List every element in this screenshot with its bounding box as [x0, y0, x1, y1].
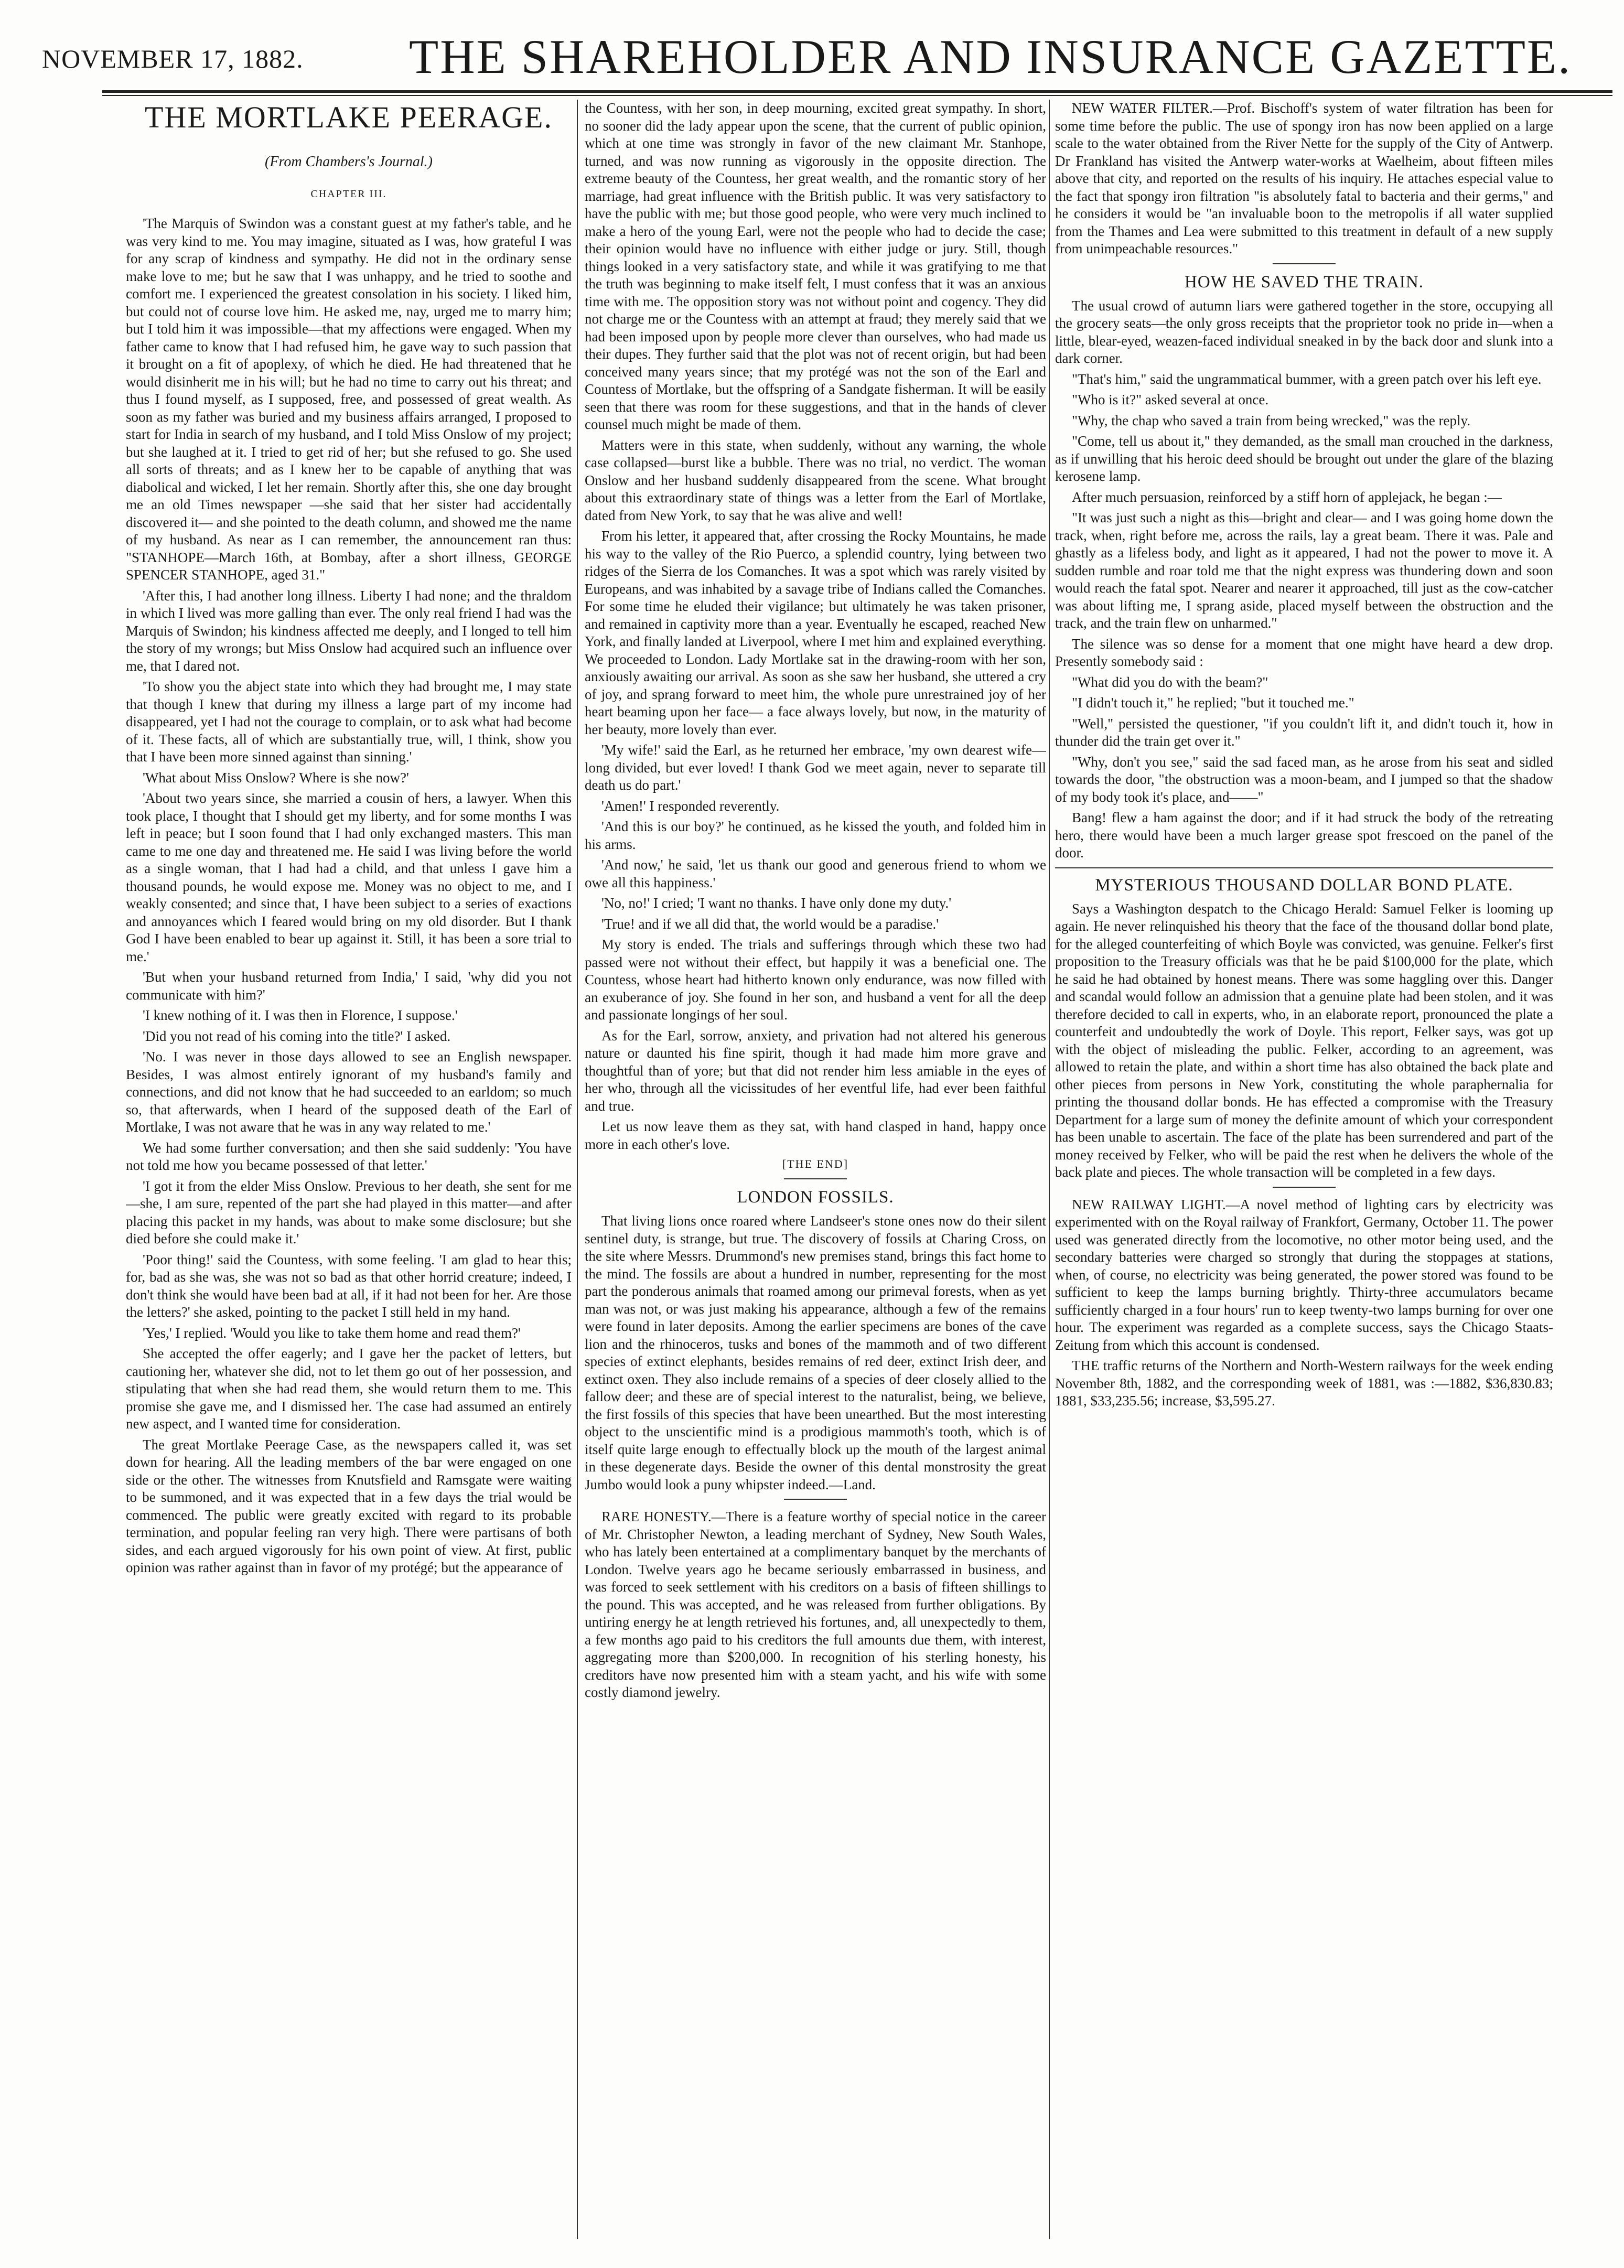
- section-divider: [1273, 1187, 1336, 1188]
- paragraph: Matters were in this state, when suddenly, without any warning, the whole case collapsed—burst like a bubble. There was no trial, no verdict. The woman Onslow and her husband suddenly disappeared from the scene. What brought about this extraordinary state of things was a letter from the Earl of Mortlake, dated from New York, to say that he was alive and well!: [585, 437, 1046, 523]
- paragraph: "Well," persisted the questioner, "if you couldn't lift it, and didn't touch it, how in thunder did the train get over it.": [1055, 715, 1553, 749]
- masthead: [42, 29, 1584, 84]
- paragraph: 'After this, I had another long illness. Liberty I had none; and the thraldom in which I lived was more galling than ever. The only real friend I had was the Marquis of Swindon; his kindness affected me deeply, and I longed to tell him the story of my wrongs; but Miss Onslow had acquired such an influence over me, that I dared not.: [126, 587, 572, 674]
- chapter-heading: CHAPTER III.: [310, 188, 387, 200]
- paragraph: Bang! flew a ham against the door; and if it had struck the body of the retreating hero, there would have been a much larger grease spot frescoed on the panel of the door.: [1055, 810, 1553, 861]
- lead-in: NEW WATER FILTER.: [1072, 100, 1213, 116]
- paragraph: 'Amen!' I responded reverently.: [601, 798, 780, 814]
- newspaper-title: THE SHAREHOLDER AND INSURANCE GAZETTE.: [409, 30, 1572, 83]
- paragraph: 'My wife!' said the Earl, as he returned her embrace, 'my own dearest wife—long divided, but ever loved! I thank God we meet again, never to separate till death us do part.': [585, 742, 1046, 793]
- paragraph: She accepted the offer eagerly; and I gave her the packet of letters, but cautioning her, whatever she did, not to let them go out of her possession, and stipulating that when she had read them, she would return them to me. This promise she gave me, and I dismissed her. The case had assumed an entirely new aspect, and I wanted time for consideration.: [126, 1346, 572, 1432]
- paragraph: 'To show you the abject state into which they had brought me, I may state that though I knew that during my illness a large part of my income had disappeared, yet I had not the courage to complain, or to ask what had become of it. These facts, all of which are substantially true, will, I think, show you that I have been more sinned against than sinning.': [126, 679, 572, 765]
- paragraph: 'Yes,' I replied. 'Would you like to take them home and read them?': [143, 1325, 521, 1341]
- paragraph: The great Mortlake Peerage Case, as the newspapers called it, was set down for hearing. All the leading members of the bar were engaged on one side or the other. The witnesses from Knutsfield and Ramsgate were waiting to be summoned, and it was expected that in a few days the trial would be commenced. The public were greatly excited with regard to its probable termination, and popular feeling ran very high. There were partisans of both sides, and each argued vigorously for his own point of view. At first, public opinion was rather against than in favor of my protégé; but the appearance of: [126, 1436, 572, 1575]
- section-divider: [784, 1499, 847, 1500]
- paragraph: That living lions once roared where Landseer's stone ones now do their silent sentinel duty, is strange, but true. The discovery of fossils at Charing Cross, on the site where Messrs. Drummond's new premises stand, brings this fact home to the mind. The fossils are about a hundred in number, representing for the most part the ponderous animals that roamed among our primeval forests, when as yet man was not, or was just making his appearance, although a few of the remains were found in later deposits. Among the earlier specimens are bones of the cave lion and the rhinoceros, tusks and bones of the mammoth and of two different species of extinct elephants, besides remains of red deer, extinct Irish deer, and extinct oxen. They also include remains of a species of deer closely allied to the fallow deer; and these are of special interest to the naturalist, being, we believe, the first fossils of this species that have been unearthed. But the most interesting object to the unscientific mind is a prodigious mammoth's tooth, which is of itself quite large enough to effectually block up the mouth of the largest animal in these degenerate days. Beside the owner of this dental monstrosity the great Jumbo would look a puny whipster indeed.—Land.: [585, 1213, 1046, 1492]
- column-1: [126, 100, 572, 2239]
- section-title: MYSTERIOUS THOUSAND DOLLAR BOND PLATE.: [1095, 875, 1513, 895]
- section-rule: [1055, 867, 1553, 868]
- paragraph: "It was just such a night as this—bright and clear— and I was going home down the track, when, right before me, across the rails, lay a great beam. There it was. Pale and ghastly as a lifeless body, and light as it appeared, I had not the power to move it. A sudden rumble and roar told me that the night express was thundering down and soon would reach the fatal spot. Nearer and nearer it approached, till just as the cow-catcher was about lifting me, I sprang aside, placed myself between the obstruction and the track, and the train flew on unharmed.": [1055, 510, 1553, 631]
- paragraph: 'True! and if we all did that, the world would be a paradise.': [601, 916, 939, 932]
- paragraph: 'What about Miss Onslow? Where is she now?': [143, 769, 409, 786]
- lead-in: NEW RAILWAY LIGHT.: [1072, 1196, 1226, 1212]
- paragraph: "Why, don't you see," said the sad faced man, as he arose from his seat and sidled towards the door, "the obstruction was a moon-beam, and I jumped so that the shadow of my body took it's place, and——": [1055, 754, 1553, 805]
- section-title: LONDON FOSSILS.: [737, 1188, 894, 1207]
- paragraph: 'Did you not read of his coming into the title?' I asked.: [143, 1028, 451, 1044]
- paragraph: My story is ended. The trials and sufferings through which these two had passed were not without their effect, but happily it was a beneficial one. The Countess, whose heart had hitherto known only endurance, was now filled with an exuberance of joy. She found in her son, and husband a vent for all the deep and passionate longings of her soul.: [585, 937, 1046, 1023]
- masthead-rule-thin: [102, 95, 1612, 96]
- paragraph: Says a Washington despatch to the Chicago Herald: Samuel Felker is looming up again. He never relinquished his theory that the face of the thousand dollar bond plate, for the alleged counterfeiting of which Boyle was convicted, was genuine. Felker's first proposition to the Treasury officials was that he be paid $100,000 for the plate, which he said he had obtained by honest means. There was some haggling over this. Danger and scandal would follow an admission that a genuine plate had been stolen, and it was therefore decided to call in experts, who, in an elaborate report, pronounced the plate a counterfeit and undoubtedly the work of Doyle. This report, Felker says, was got up with the object of misleading the public. Felker, according to an agreement, was allowed to retain the plate, and within a short time has also obtained the back plate and other pieces from persons in New York, constituting the whole paraphernalia for printing the thousand dollar bonds. He has effected a compromise with the Treasury Department for a large sum of money the definite amount of which your correspondent has been unable to ascertain. The face of the plate has been surrendered and part of the money received by Felker, who will be paid the rest when he delivers the whole of the back plate and pieces. The whole transaction will be completed in a few days.: [1055, 900, 1553, 1180]
- paragraph-traffic: THE traffic returns of the Northern and North-Western railways for the week ending November 8th, 1882, and the corresponding week of 1881, was :—1882, $36,830.83; 1881, $33,235.56; increase, $3,595.27.: [1055, 1358, 1553, 1409]
- article-source: (From Chambers's Journal.): [265, 154, 433, 170]
- paragraph: The silence was so dense for a moment that one might have heard a dew drop. Presently somebody said :: [1055, 636, 1553, 669]
- paragraph: "That's him," said the ungrammatical bummer, with a green patch over his left eye.: [1072, 371, 1542, 387]
- column-3: [1055, 100, 1553, 2239]
- paragraph: the Countess, with her son, in deep mourning, excited great sympathy. In short, no sooner did the lady appear upon the scene, that the current of public opinion, which at one time was strongly in favor of the new claimant Mr. Stanhope, turned, and was now running as vigorously in the opposite direction. The extreme beauty of the Countess, her great wealth, and the romantic story of her marriage, had great influence with the British public. It was very satisfactory to have the public with me; but those good people, who were very much inclined to make a hero of the young Earl, were not the people who had to decide the case; their opinion would have no influence with either judge or jury. Still, though things looked in a very satisfactory state, and while it was gratifying to me that the truth was beginning to make itself felt, I must confess that it was an anxious time with me. The opposition story was not without point and cogency. They did not charge me or the Countess with an attempt at fraud; they merely said that we had been imposed upon by people more clever than ourselves, who had made us their dupes. They further said that the plot was not of recent origin, but had been conceived many years since; that my protégé was not the son of the Earl and Countess of Mortlake, but the offspring of a Sandgate fisherman. It will be easily seen that there was room for these suggestions, and that in the hands of clever counsel much might be made of them.: [585, 100, 1046, 432]
- column-divider: [1049, 100, 1050, 2239]
- paragraph: "I didn't touch it," he replied; "but it touched me.": [1072, 695, 1354, 711]
- paragraph: The usual crowd of autumn liars were gathered together in the store, occupying all the grocery seats—the only gross receipts that the proprietor took no pride in—when a little, blear-eyed, weazen-faced individual sneaked in by the back door and slunk into a dark corner.: [1055, 297, 1553, 366]
- paragraph: "Who is it?" asked several at once.: [1072, 392, 1269, 407]
- paragraph: 'And this is our boy?' he continued, as he kissed the youth, and folded him in his arms.: [585, 819, 1046, 852]
- column-divider: [577, 100, 578, 2239]
- paragraph: 'About two years since, she married a cousin of hers, a lawyer. When this took place, I thought that I should get my liberty, and for some months I was left in peace; but I soon found that I had only exchanged masters. This man came to me one day and threatened me. He said I was living before the world as a single woman, that I had had a child, and that unless I gave him a thousand pounds, he would expose me. Money was no object to me, and I weakly consented; and since that, I have been subject to a series of exactions and annoyances which I feared would bring on my old disorder. But I thank God I have been enabled to bear up against it. Still, it has been a sore trial to me.': [126, 790, 572, 964]
- section-divider: [784, 1178, 847, 1179]
- end-mark: [THE END]: [782, 1157, 849, 1170]
- paragraph-water-filter: [1055, 100, 1553, 258]
- paragraph: 'No. I was never in those days allowed to see an English newspaper. Besides, I was almost entirely ignorant of my husband's family and connections, and did not know that he had succeeded to an earldom; so much so, that afterwards, when I heard of the supposed death of the Earl of Mortlake, I was not aware that he was in any way related to me.': [126, 1049, 572, 1135]
- masthead-rule: [102, 90, 1612, 93]
- paragraph: "Why, the chap who saved a train from being wrecked," was the reply.: [1072, 412, 1471, 428]
- paragraph: From his letter, it appeared that, after crossing the Rocky Mountains, he made his way to the valley of the Rio Puerco, a splendid country, lying between two ridges of the Sierra de los Comanches. It was a spot which was rarely visited by Europeans, and was inhabited by a savage tribe of Indians called the Comanches. For some time he eluded their vigilance; but ultimately he was taken prisoner, and remained in captivity more than a year. Eventually he escaped, reached New York, and finally landed at Liverpool, where I met him and explained everything. We proceeded to London. Lady Mortlake sat in the drawing-room with her son, anxiously awaiting our arrival. As soon as she saw her husband, she uttered a cry of joy, and sprang forward to meet him, the whole pure unrestrained joy of her heart beaming upon her face— a face always lovely, but now, in the maturity of her beauty, more lovely than ever.: [585, 528, 1046, 737]
- paragraph: 'Poor thing!' said the Countess, with some feeling. 'I am glad to hear this; for, bad as she was, she was not so bad as that other horrid creature; indeed, I don't think she would have been bad at all, if it had not been for her. Are those the letters?' she asked, pointing to the packet I still held in my hand.: [126, 1251, 572, 1320]
- paragraph: We had some further conversation; and then she said suddenly: 'You have not told me how you became possessed of that letter.': [126, 1140, 572, 1173]
- paragraph: 'But when your husband returned from India,' I said, 'why did you not communicate with him?': [126, 969, 572, 1003]
- paragraph: 'No, no!' I cried; 'I want no thanks. I have only done my duty.': [601, 895, 952, 911]
- lead-body: —A novel method of lighting cars by electricity was experimented with on the Royal railway of Frankfort, Germany, October 11. The power used was generated directly from the locomotive, no other motor being used, and the secondary batteries were charged so strongly that during the stoppages at stations, when, of course, no electricity was being generated, the power stored was found to be sufficient to keep the lamps burning brightly. Thirty-three accumulators became sufficiently charged in a four hours' run to keep twenty-two lamps burning for over one hour. The experiment was regarded as a complete success, says the Chicago Staats-Zeitung from which this account is condensed.: [1055, 1196, 1553, 1353]
- paragraph: "What did you do with the beam?": [1072, 674, 1268, 690]
- lead-in: RARE HONESTY.: [601, 1509, 712, 1524]
- paragraph-rare-honesty: [585, 1508, 1046, 1702]
- section-divider: [1273, 263, 1336, 264]
- paragraph: As for the Earl, sorrow, anxiety, and privation had not altered his generous nature or daunted his fine spirit, though it had made him more grave and thoughtful than of yore; but that did not render him less amiable in the eyes of her who, through all the vicissitudes of her eventful life, had ever been faithful and true.: [585, 1027, 1046, 1114]
- paragraph: 'I knew nothing of it. I was then in Florence, I suppose.': [143, 1007, 458, 1023]
- paragraph: Let us now leave them as they sat, with hand clasped in hand, happy once more in each other's love.: [585, 1119, 1046, 1152]
- issue-date: NOVEMBER 17, 1882.: [42, 44, 304, 73]
- paragraph: "Come, tell us about it," they demanded, as the small man crouched in the darkness, as if unwilling that his heroic deed should be brought out under the glare of the blazing kerosene lamp.: [1055, 433, 1553, 484]
- paragraph: After much persuasion, reinforced by a stiff horn of applejack, he began :—: [1072, 489, 1502, 505]
- paragraph: 'And now,' he said, 'let us thank our good and generous friend to whom we owe all this happiness.': [585, 857, 1046, 890]
- article-title: THE MORTLAKE PEERAGE.: [145, 100, 553, 134]
- section-title: HOW HE SAVED THE TRAIN.: [1185, 272, 1424, 292]
- paragraph-railway-light: [1055, 1196, 1553, 1355]
- paragraph: 'The Marquis of Swindon was a constant guest at my father's table, and he was very kind to me. You may imagine, situated as I was, how grateful I was for any scrap of kindness and sympathy. He did not in the ordinary sense make love to me; but he saw that I was unhappy, and he tried to soothe and comfort me. I experienced the greatest consolation in his society. I liked him, but could not of course love him. He asked me, nay, urged me to marry him; but I told him it was impossible—that my affections were engaged. When my father came to know that I had refused him, he gave way to such passion that it brought on a fit of apoplexy, of which he died. He had threatened that he would disinherit me in his will; but he had no time to carry out his threat; and thus I found myself, as I supposed, free, and possessed of great wealth. As soon as my father was buried and my business affairs arranged, I proposed to start for India in search of my husband, and I told Miss Onslow of my project; but she laughed at it. I tried to get rid of her; but she refused to go. She used all sorts of threats; and as I knew her to be capable of anything that was diabolical and wicked, I let her remain. Shortly after this, she one day brought me an old Times newspaper —she said that her sister had accidentally discovered it— and she pointed to the death column, and showed me the name of my husband. As near as I can remember, the announcement ran thus: "STANHOPE—March 16th, at Bombay, after a short illness, GEORGE SPENCER STANHOPE, aged 31.": [126, 216, 572, 583]
- paragraph: 'I got it from the elder Miss Onslow. Previous to her death, she sent for me—she, I am sure, repented of the part she had played in this matter—and after placing this packet in my hands, was about to make some disclosure; but she died before she could make it.': [126, 1178, 572, 1246]
- lead-body: —There is a feature worthy of special notice in the career of Mr. Christopher Newton, a leading merchant of Sydney, New South Wales, who has lately been entertained at a complimentary banquet by the merchants of London. Twelve years ago he became seriously embarrassed in business, and was forced to seek settlement with his creditors on a basis of fifteen shillings to the pound. This was accepted, and he was released from further obligations. By untiring energy he at length retrieved his fortunes, and, all unexpectedly to them, a few months ago paid to his creditors the full amounts due them, with interest, aggregating more than $200,000. In recognition of his sterling honesty, his creditors have now presented him with a steam yacht, and his wife with some costly diamond jewelry.: [585, 1509, 1046, 1700]
- column-2: [585, 100, 1046, 2239]
- lead-body: —Prof. Bischoff's system of water filtration has been for some time before the public. The use of spongy iron has now been applied on a large scale to the water obtained from the River Nette for the supply of the City of Antwerp. Dr Frankland has visited the Antwerp water-works at Waelheim, about fifteen miles above that city, and reported on the results of his inquiry. He attaches especial value to the fact that spongy iron filtration "is absolutely fatal to bacteria and their germs," and he considers it would be "an invaluable boon to the metropolis if all water supplied from the Thames and Lea were submitted to this treatment in default of a new supply from unimpeachable resources.": [1055, 100, 1553, 256]
